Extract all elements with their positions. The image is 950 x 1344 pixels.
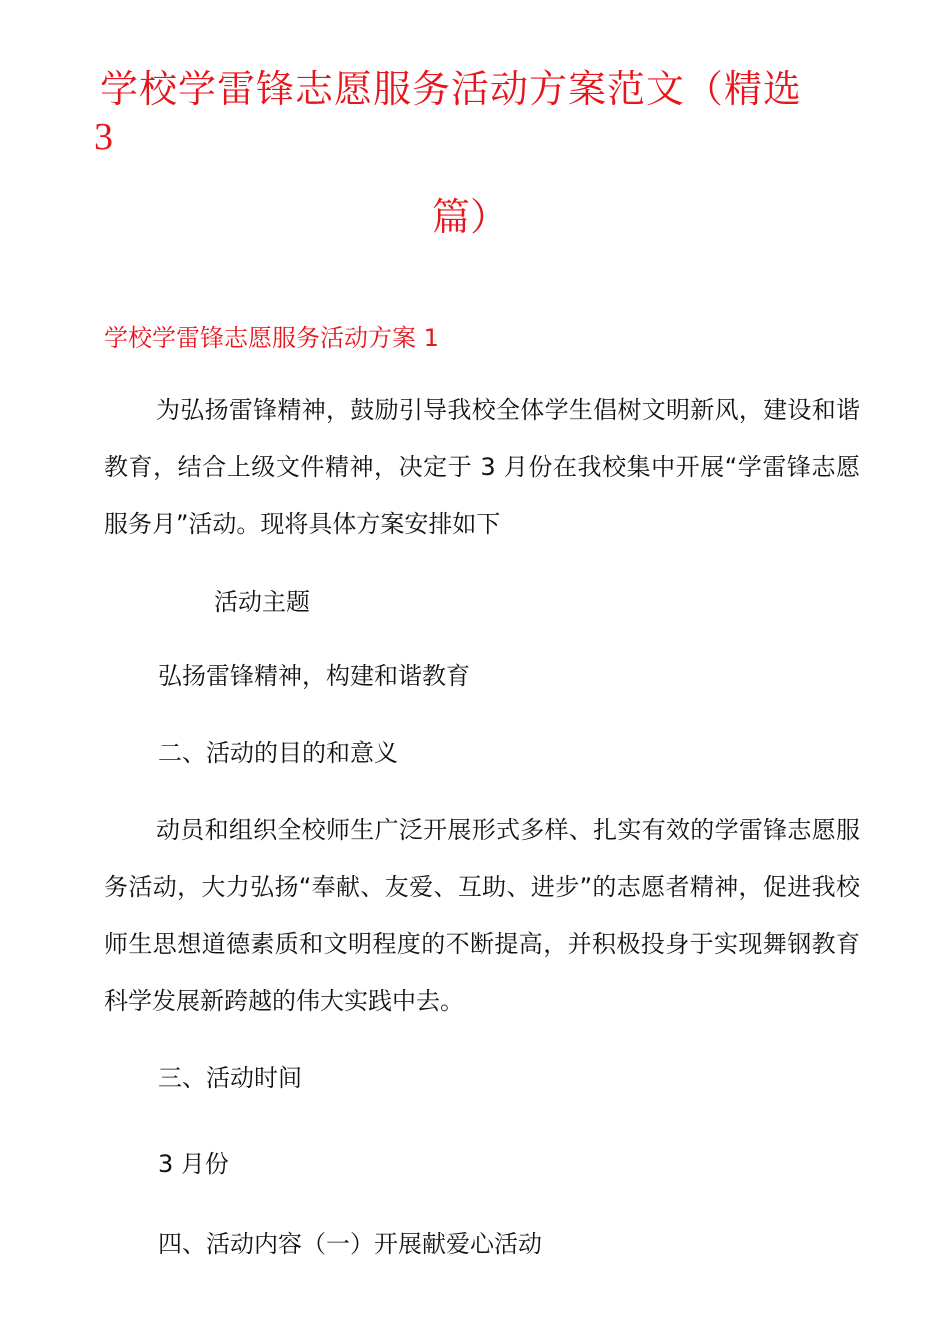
section-3-heading: 三、活动时间 bbox=[158, 1064, 302, 1092]
theme-body: 弘扬雷锋精神，构建和谐教育 bbox=[158, 662, 470, 690]
document-title-line-1: 学校学雷锋志愿服务活动方案范文（精选 bbox=[100, 67, 803, 111]
theme-heading: 活动主题 bbox=[214, 588, 310, 616]
intro-paragraph: 为弘扬雷锋精神，鼓励引导我校全体学生倡树文明新风，建设和谐教育，结合上级文件精神，决定于 3 月份在我校集中开展“学雷锋志愿服务月”活动。现将具体方案安排如下 bbox=[104, 396, 860, 538]
document-title-number: 3 bbox=[94, 116, 113, 158]
section-4-heading: 四、活动内容（一）开展献爱心活动 bbox=[158, 1230, 542, 1258]
section-2-paragraph: 动员和组织全校师生广泛开展形式多样、扎实有效的学雷锋志愿服务活动，大力弘扬“奉献、友爱、互助、进步”的志愿者精神，促进我校师生思想道德素质和文明程度的不断提高，并积极投身于实现舞钢教育科学发展新跨越的伟大实践中去。 bbox=[104, 816, 860, 1015]
section-2-heading: 二、活动的目的和意义 bbox=[158, 739, 398, 767]
section-3-body: 3 月份 bbox=[158, 1150, 229, 1178]
section-subtitle: 学校学雷锋志愿服务活动方案 1 bbox=[104, 324, 439, 352]
document-title-line-2: 篇） bbox=[432, 195, 509, 239]
